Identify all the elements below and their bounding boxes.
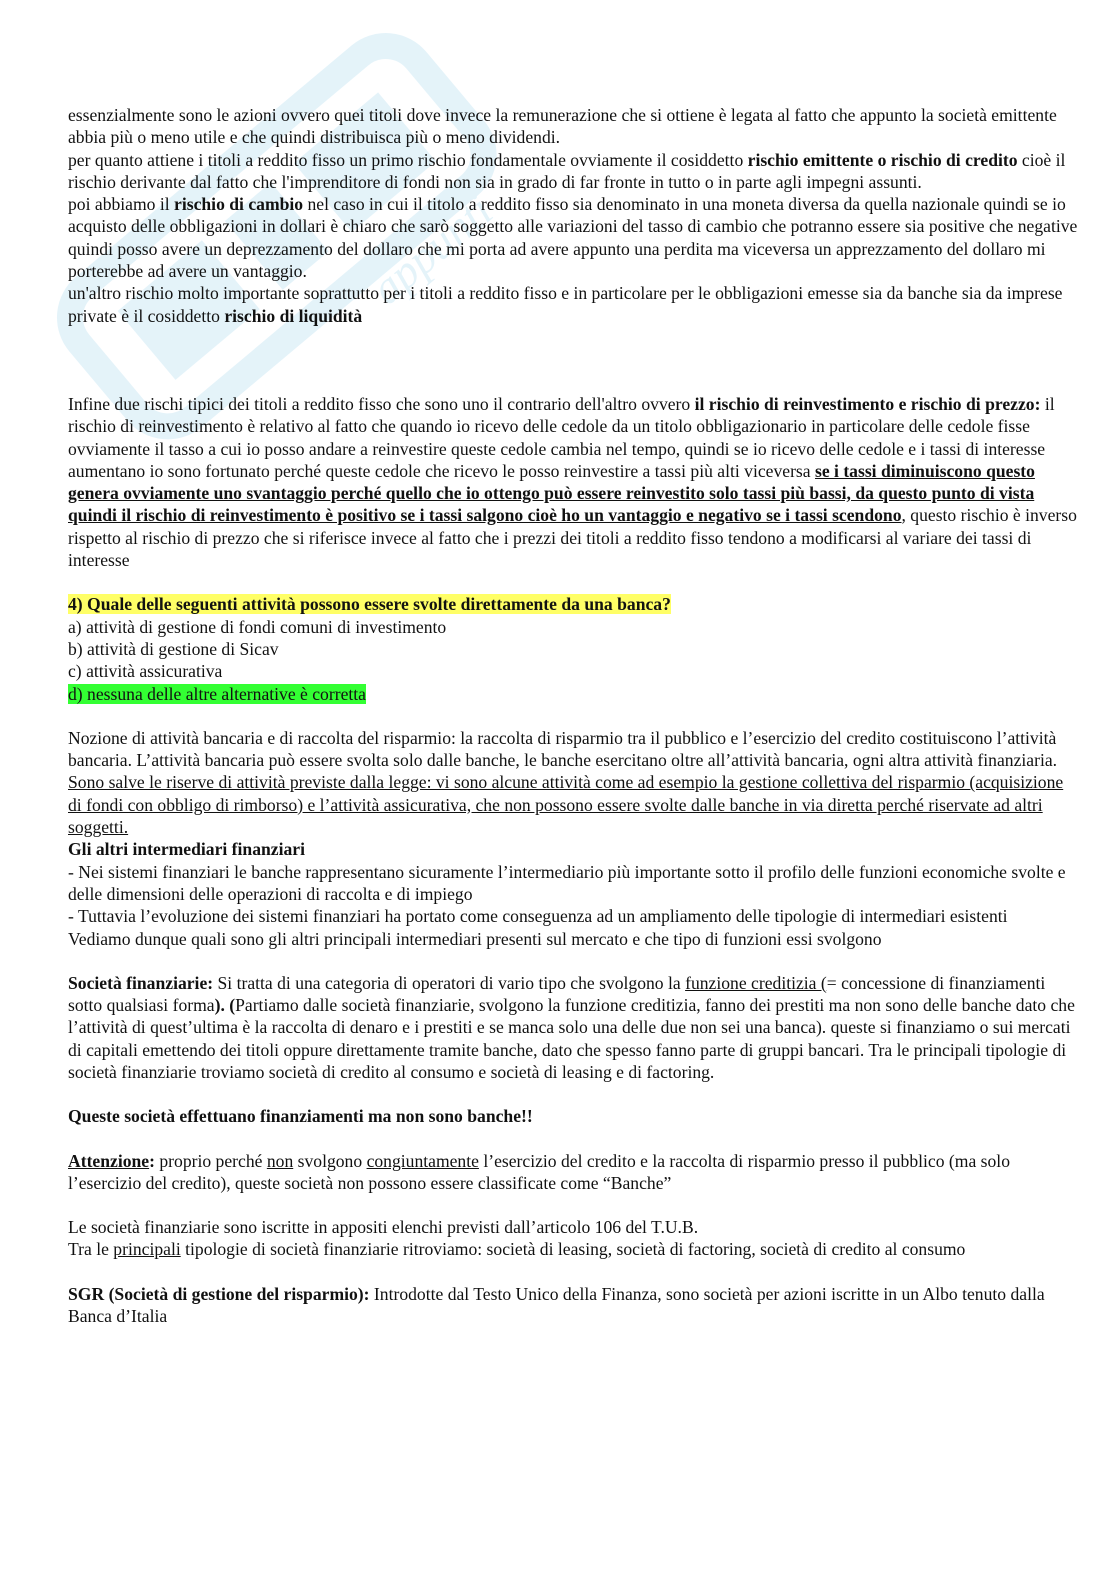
term-reinvestimento-prezzo: il rischio di reinvestimento e rischio di prezzo: <box>694 393 1041 414</box>
paragraph-elenchi: Le società finanziarie sono iscritte in appositi elenchi previsti dall’articolo 106 del T.U.B. <box>68 1217 699 1238</box>
term-societa-finanziarie: Società finanziarie: <box>68 972 214 993</box>
watermark-text: appunti <box>361 184 502 314</box>
paragraph-non-banche: Queste società effettuano finanziamenti ma non sono banche!! <box>68 1106 533 1127</box>
question-option-a: a) attività di gestione di fondi comuni di investimento <box>68 616 447 637</box>
question-option-d-correct: d) nessuna delle altre alternative è corretta <box>68 683 366 704</box>
heading-altri-intermediari: Gli altri intermediari finanziari <box>68 839 305 860</box>
paragraph-attivita-bancaria: Nozione di attività bancaria e di raccolta del risparmio: la raccolta di risparmio tra il pubblico e l’esercizio del credito costituiscono l’attività bancaria. L’attività bancaria può essere svolta solo dalle banche, le banche esercitano oltre all’attività bancaria, ogni altra attività finanziaria. <box>68 727 1058 771</box>
question-title: 4) Quale delle seguenti attività possono essere svolte direttamente da una banca? <box>68 594 671 615</box>
question-option-c: c) attività assicurativa <box>68 661 223 682</box>
paragraph-tipologie: Tra le principali tipologie di società finanziarie ritroviamo: società di leasing, società di factoring, società di credito al consumo <box>68 1239 966 1260</box>
term-attenzione: Attenzione <box>68 1150 150 1171</box>
emphasis-reinvestimento: se i tassi diminuiscono questo genera ovviamente uno svantaggio perché quello che io ottengo può essere reinvestito solo tassi più bassi, da questo punto di vista quindi il rischio di reinvestimento è positivo se i tassi salgono cioè ho un vantaggio e negativo se i tassi scendono <box>68 460 1035 526</box>
list-item: - Nei sistemi finanziari le banche rappresentano sicuramente l’intermediario più importante sotto il profilo delle funzioni economiche svolte e delle dimensioni delle operazioni di raccolta e di impiego <box>68 861 1066 904</box>
paragraph-rischio-emittente: per quanto attiene i titoli a reddito fisso un primo rischio fondamentale ovviamente il cosiddetto rischio emittente o rischio di credito cioè il rischio derivante dal fatto che l'imprenditore di fondi non sia in grado di far fronte in tutto o in parte agli impegni assunti. <box>68 149 1066 192</box>
paragraph-reinvestimento: Infine due rischi tipici dei titoli a reddito fisso che sono uno il contrario dell'altro ovvero il rischio di reinvestimento e rischio di prezzo: il rischio di reinvestimento è relativo al fatto che quando io ricevo delle cedole da un titolo obbligazionario in particolare delle cedole fisse ovviamente il tasso a cui io posso andare a reinvestire queste cedole cambia nel tempo, quindi se io ricevo delle cedole e i tassi di interesse aumentano io sono fortunato perché queste cedole che ricevo le posso reinvestire a tassi più alti viceversa se i tassi diminuiscono questo genera ovviamente uno svantaggio perché quello che io ottengo può essere reinvestito solo tassi più bassi, da questo punto di vista quindi il rischio di reinvestimento è positivo se i tassi salgono cioè ho un vantaggio e negativo se i tassi scendono, questo rischio è inverso rispetto al rischio di prezzo che si riferisce invece al fatto che i prezzi dei titoli a reddito fisso tendono a modificarsi al variare dei tassi di interesse <box>68 393 1077 571</box>
paragraph-vediamo: Vediamo dunque quali sono gli altri principali intermediari presenti sul mercato e che tipo di funzioni essi svolgono <box>68 928 882 949</box>
paragraph-attenzione: Attenzione: proprio perché non svolgono congiuntamente l’esercizio del credito e la raccolta di risparmio presso il pubblico (ma solo l’esercizio del credito), queste società non possono essere classificate come “Banche” <box>68 1150 1010 1193</box>
paragraph-rischio-liquidita: un'altro rischio molto importante soprattutto per i titoli a reddito fisso e in particolare per le obbligazioni emesse sia da banche sia da imprese private è il cosiddetto rischio di liquidità <box>68 283 1063 326</box>
term-rischio-liquidita: rischio di liquidità <box>224 305 363 326</box>
term-rischio-emittente: rischio emittente o rischio di credito <box>747 149 1018 170</box>
question-option-b: b) attività di gestione di Sicav <box>68 638 279 659</box>
list-item: - Tuttavia l’evoluzione dei sistemi finanziari ha portato come conseguenza ad un ampliamento delle tipologie di intermediari esistenti <box>68 906 1008 927</box>
term-sgr: SGR (Società di gestione del risparmio): <box>68 1283 370 1304</box>
paragraph-riserve: Sono salve le riserve di attività previste dalla legge: vi sono alcune attività come ad esempio la gestione collettiva del risparmio (acquisizione di fondi con obbligo di rimborso) e l’attività assicurativa, che non possono essere svolte dalle banche in via diretta perché riservate ad altri soggetti. <box>68 772 1064 838</box>
term-rischio-cambio: rischio di cambio <box>174 194 304 215</box>
paragraph-societa-finanziarie: Società finanziarie: Si tratta di una categoria di operatori di vario tipo che svolgono la funzione creditizia (= concessione di finanziamenti sotto qualsiasi forma). (Partiamo dalle società finanziarie, svolgono la funzione creditizia, fanno dei prestiti ma non sono delle banche dato che l’attività di quest’ultima è la raccolta di denaro e i prestiti e se manca solo una delle due non sei una banca). queste si finanziamo o sui mercati di capitali emettendo dei titoli oppure direttamente tramite banche, dato che spesso fanno parte di gruppi bancari. Tra le principali tipologie di società finanziarie troviamo società di credito al consumo e società di leasing e di factoring. <box>68 972 1075 1082</box>
paragraph-sgr: SGR (Società di gestione del risparmio): Introdotte dal Testo Unico della Finanza, sono società per azioni iscritte in un Albo tenuto dalla Banca d’Italia <box>68 1283 1045 1327</box>
paragraph-azioni: essenzialmente sono le azioni ovvero quei titoli dove invece la remunerazione che si ottiene è legata al fatto che appunto la società emittente abbia più o meno utile e che quindi distribuisca più o meno dividendi. <box>68 105 1057 148</box>
paragraph-rischio-cambio: poi abbiamo il rischio di cambio nel caso in cui il titolo a reddito fisso sia denominato in una moneta diversa da quella nazionale quindi se io acquisto delle obbligazioni in dollari è chiaro che sarò soggetto alle variazioni del tasso di cambio che potranno essere sia positive che negative quindi posso avere un deprezzamento del dollaro che mi porta ad avere appunto una perdita ma viceversa un apprezzamento del dollaro mi porterebbe ad avere un vantaggio. <box>68 194 1078 282</box>
document-page <box>68 104 1080 1327</box>
